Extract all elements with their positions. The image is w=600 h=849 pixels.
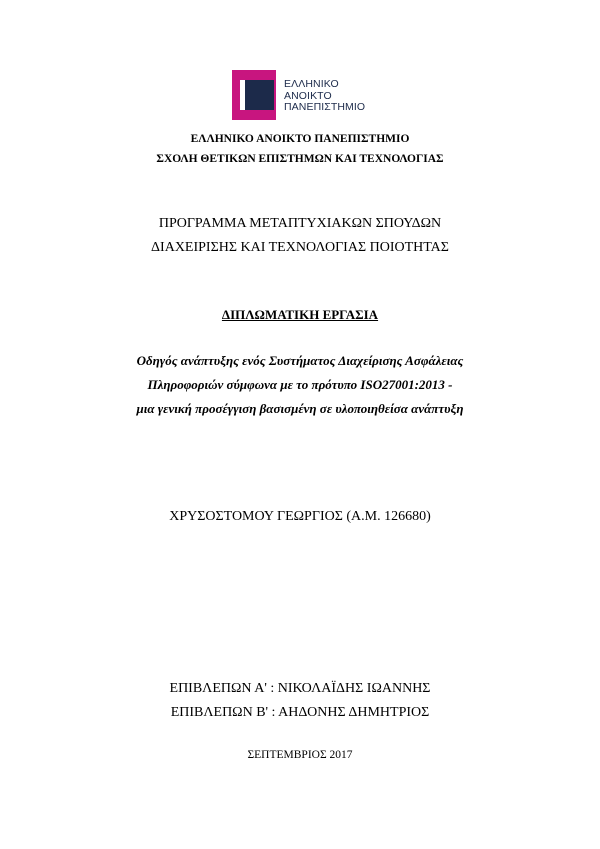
- document-type: ΔΙΠΛΩΜΑΤΙΚΗ ΕΡΓΑΣΙΑ: [221, 307, 379, 322]
- school-name: ΣΧΟΛΗ ΘΕΤΙΚΩΝ ΕΠΙΣΤΗΜΩΝ ΚΑΙ ΤΕΧΝΟΛΟΓΙΑΣ: [156, 153, 444, 165]
- program-line-1: ΠΡΟΓΡΑΜΜΑ ΜΕΤΑΠΤΥΧΙΑΚΩΝ ΣΠΟΥΔΩΝ: [158, 216, 442, 231]
- logo-mark-icon: [232, 70, 282, 122]
- thesis-title-line-2: Πληροφοριών σύμφωνα με το πρότυπο ISO27001:2013 -: [147, 377, 453, 392]
- logo-line-1: ΕΛΛΗΝΙΚΟ: [284, 78, 339, 90]
- program-line-2: ΔΙΑΧΕΙΡΙΣΗΣ ΚΑΙ ΤΕΧΝΟΛΟΓΙΑΣ ΠΟΙΟΤΗΤΑΣ: [151, 240, 449, 255]
- logo-line-2: ΑΝΟΙΚΤΟ: [284, 89, 332, 102]
- logo-wordmark: [284, 79, 365, 114]
- author-name: ΧΡΥΣΟΣΤΟΜΟΥ ΓΕΩΡΓΙΟΣ (Α.Μ. 126680): [169, 509, 431, 524]
- submission-date: ΣΕΠΤΕΜΒΡΙΟΣ 2017: [247, 749, 353, 761]
- supervisor-a: ΕΠΙΒΛΕΠΩΝ Α' : ΝΙΚΟΛΑΪΔΗΣ ΙΩΑΝΝΗΣ: [169, 681, 431, 696]
- thesis-title-line-3: μια γενική προσέγγιση βασισμένη σε υλοποιηθείσα ανάπτυξη: [136, 401, 464, 416]
- supervisor-b: ΕΠΙΒΛΕΠΩΝ Β' : ΑΗΔΟΝΗΣ ΔΗΜΗΤΡΙΟΣ: [170, 705, 430, 720]
- logo-line-3: ΠΑΝΕΠΙΣΤΗΜΙΟ: [284, 101, 366, 113]
- university-name: ΕΛΛΗΝΙΚΟ ΑΝΟΙΚΤΟ ΠΑΝΕΠΙΣΤΗΜΙΟ: [190, 133, 410, 145]
- university-logo: [232, 70, 382, 122]
- thesis-title-line-1: Οδηγός ανάπτυξης ενός Συστήματος Διαχείρισης Ασφάλειας: [136, 353, 464, 368]
